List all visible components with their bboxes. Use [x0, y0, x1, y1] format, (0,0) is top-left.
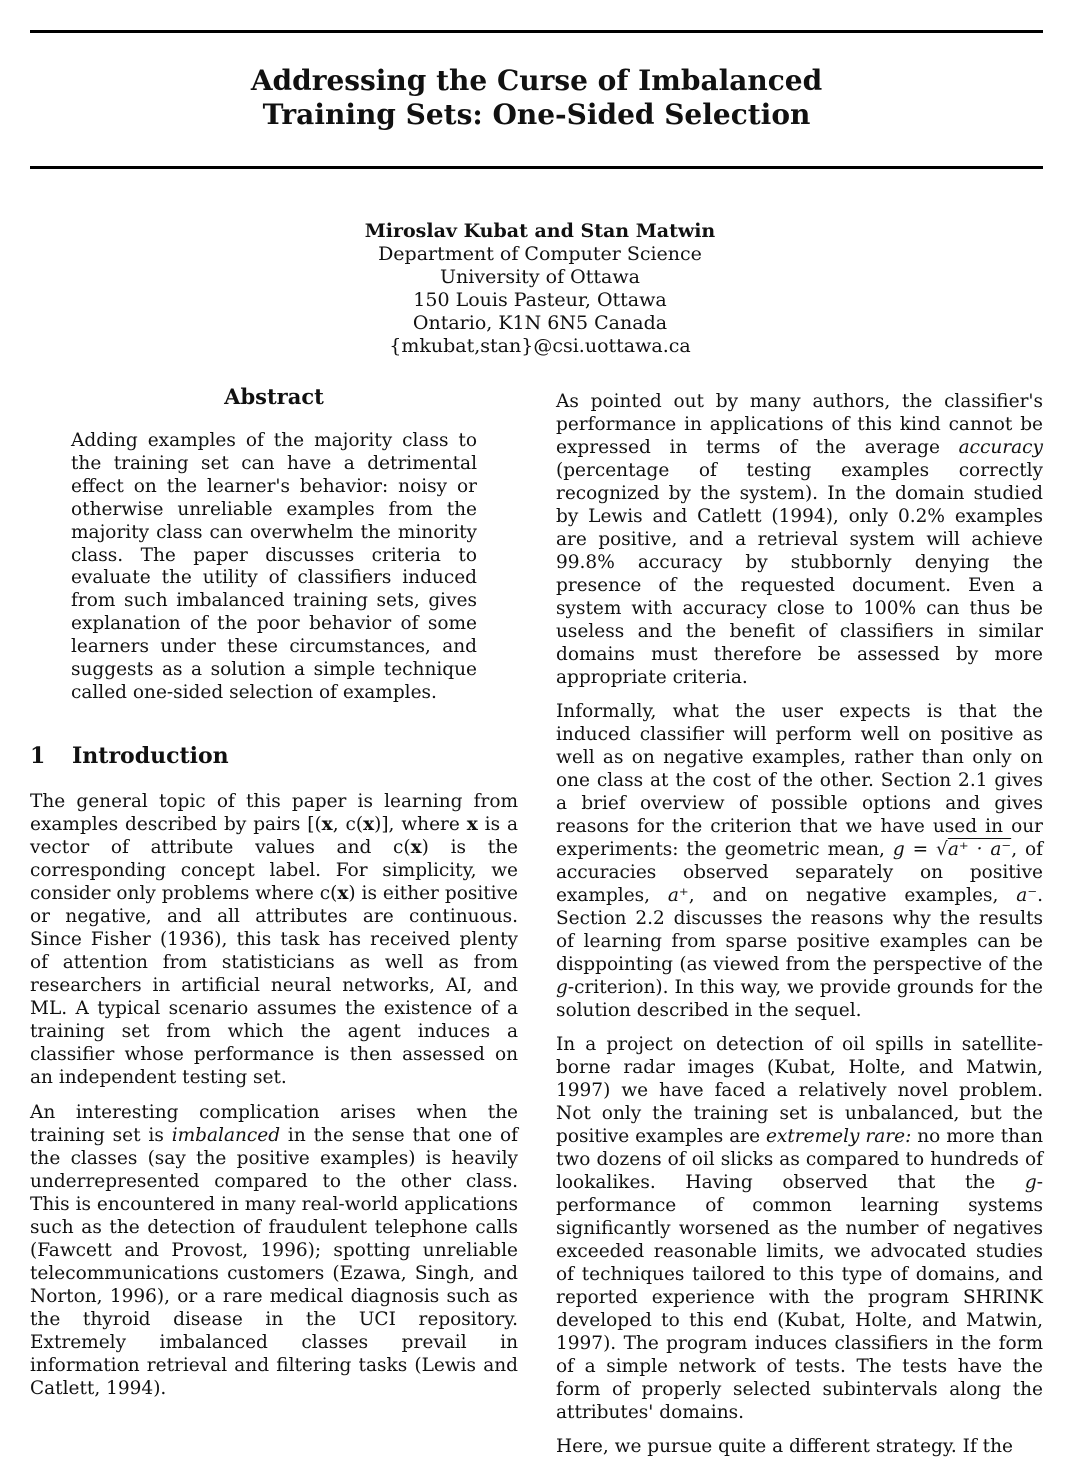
section-title: Introduction: [72, 742, 229, 769]
right-paragraph-2: Informally, what the user expects is that the induced classifier will perform well on positive as well as on negative examples, rather than only on one class at the cost of the other. Section 2.1 gives a brief overview of possible options and gives reasons for the criterion that we have used in our experiments: the geometric mean, g = √a⁺ · a⁻, of accuracies observed separately on positive examples, a⁺, and on negative examples, a⁻. Section 2.2 discusses the reasons why the results of learning from sparse positive examples can be disppointing (as viewed from the perspective of the g-criterion). In this way, we provide grounds for the solution described in the sequel.: [556, 701, 1043, 1021]
abstract-heading: Abstract: [224, 384, 324, 409]
geometric-mean-formula: g = √: [892, 839, 948, 860]
author-region: Ontario, K1N 6N5 Canada: [412, 312, 668, 334]
right-paragraph-4: Here, we pursue quite a different strategy. If the: [556, 1436, 1013, 1457]
top-rule: [30, 30, 1043, 33]
author-university: University of Ottawa: [440, 266, 640, 288]
right-paragraph-3: In a project on detection of oil spills in satellite-borne radar images (Kubat, Holte, and Matwin, 1997) we have faced a relatively novel problem. Not only the training set is unbalanced, but the positive examples are extremely rare: no more than two dozens of oil slicks as compared to hundreds of lookalikes. Having observed that the g-performance of common learning systems significantly worsened as the number of negatives exceeded reasonable limits, we advocated studies of techniques tailored to this type of domains, and reported experience with the program SHRINK developed to this end (Kubat, Holte, and Matwin, 1997). The program induces classifiers in the form of a simple network of tests. The tests have the form of properly selected subintervals along the attributes' domains.: [556, 1034, 1043, 1423]
title-line-2: Training Sets: One-Sided Selection: [262, 98, 811, 131]
section-heading-introduction: [30, 742, 518, 769]
intro-paragraph-1: The general topic of this paper is learning from examples described by pairs [(x, c(x)], where x is a vector of attribute values and c(x) is the corresponding concept label. For simplicity, we consider only problems where c(x) is either positive or negative, and all attributes are continuous. Since Fisher (1936), this task has received plenty of attention from statisticians as well as from researchers in artificial neural networks, AI, and ML. A typical scenario assumes the existence of a training set from which the agent induces a classifier whose performance is then assessed on an independent testing set.: [30, 790, 519, 1088]
formula-radicand: a⁺ · a⁻: [947, 839, 1012, 860]
right-column: [556, 390, 1043, 1458]
section-number: 1: [30, 742, 46, 769]
title-line-1: Addressing the Curse of Imbalanced: [250, 64, 823, 97]
abstract-text: Adding examples of the majority class to the training set can have a detrimental effect on the learner's behavior: noisy or otherwise unreliable examples from the majority class can overwhelm the minority class. The paper discusses criteria to evaluate the utility of classifiers induced from such imbalanced training sets, gives explanation of the poor behavior of some learners under these circumstances, and suggests as a solution a simple technique called one-sided selection of examples.: [71, 430, 477, 703]
author-department: Department of Computer Science: [378, 243, 702, 265]
paper-title: [0, 64, 1073, 132]
right-paragraph-1: As pointed out by many authors, the classifier's performance in applications of this kind cannot be expressed in terms of the average accuracy (percentage of testing examples correctly recognized by the system). In the domain studied by Lewis and Catlett (1994), only 0.2% examples are positive, and a retrieval system will achieve 99.8% accuracy by stubbornly denying the presence of the requested document. Even a system with accuracy close to 100% can thus be useless and the benefit of classifiers in similar domains must therefore be assessed by more appropriate criteria.: [556, 391, 1043, 688]
intro-paragraph-2: An interesting complication arises when the training set is imbalanced in the sense that one of the classes (say the positive examples) is heavily underrepresented compared to the other class. This is encountered in many real-world applications such as the detection of fraudulent telephone calls (Fawcett and Provost, 1996); spotting unreliable telecommunications customers (Ezawa, Singh, and Norton, 1996), or a rare medical diagnosis such as the thyroid disease in the UCI repository. Extremely imbalanced classes prevail in information retrieval and filtering tasks (Lewis and Catlett, 1994).: [30, 1101, 518, 1399]
author-names: Miroslav Kubat and Stan Matwin: [364, 220, 716, 242]
bottom-rule: [30, 166, 1043, 169]
author-email: {mkubat,stan}@csi.uottawa.ca: [389, 335, 691, 357]
author-street: 150 Louis Pasteur, Ottawa: [413, 289, 667, 311]
left-column: [30, 385, 518, 1400]
author-block: [0, 220, 1073, 358]
